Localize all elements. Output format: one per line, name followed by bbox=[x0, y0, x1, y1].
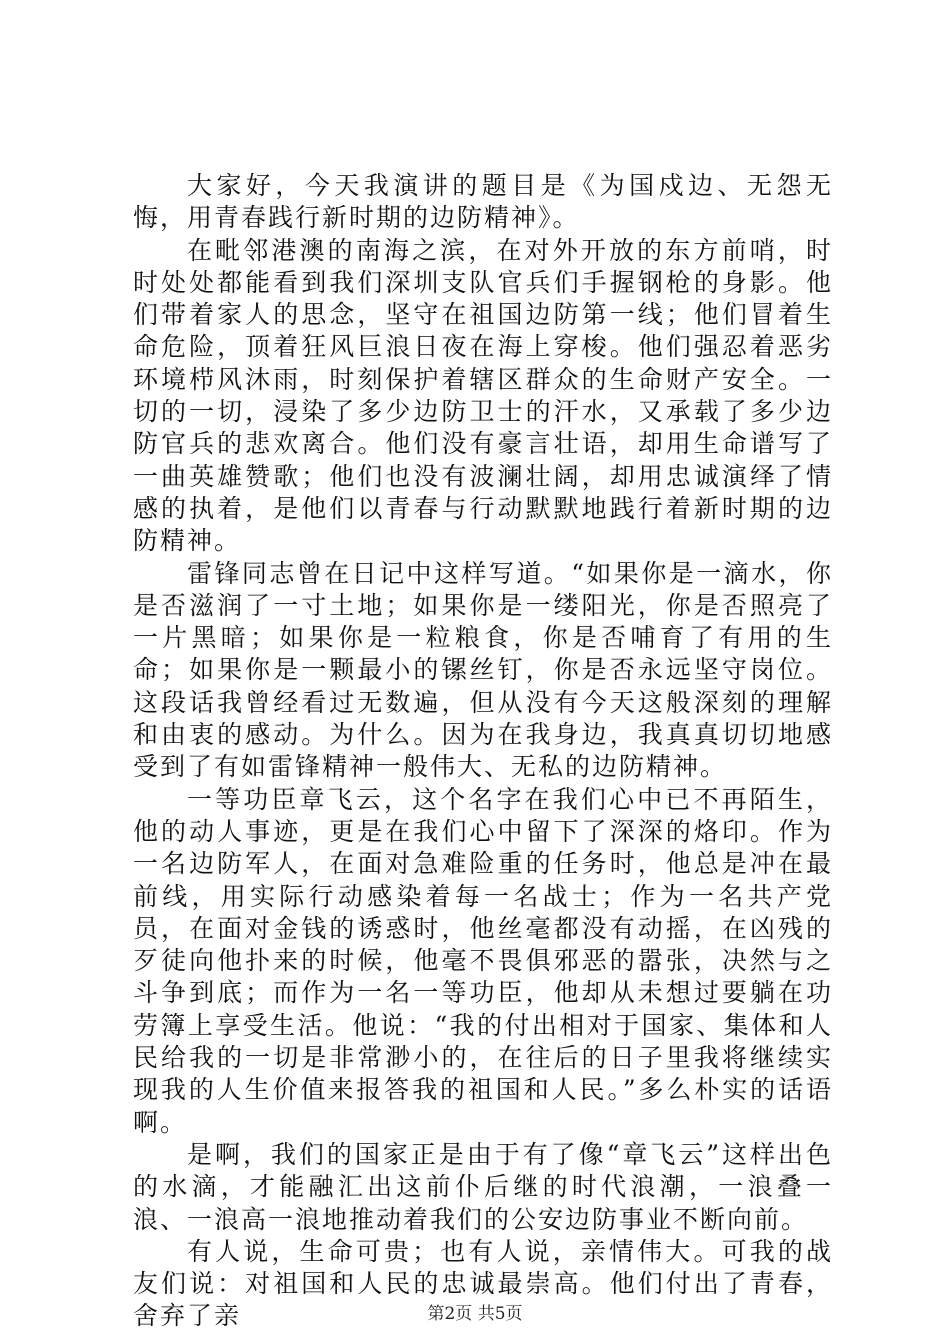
paragraph-wave: 是啊，我们的国家正是由于有了像“章飞云”这样出色的水滴，才能融汇出这前仆后继的时代浪潮，一浪叠一浪、一浪高一浪地推动着我们的公安边防事业不断向前。 bbox=[133, 1139, 833, 1234]
paragraph-greeting: 大家好，今天我演讲的题目是《为国戍边、无怨无悔，用青春践行新时期的边防精神》。 bbox=[133, 171, 833, 233]
paragraph-zhang-feiyun: 一等功臣章飞云，这个名字在我们心中已不再陌生，他的动人事迹，更是在我们心中留下了深深的烙印。作为一名边防军人，在面对急难险重的任务时，他总是冲在最前线，用实际行动感染着每一名战士；作为一名共产党员，在面对金钱的诱惑时，他丝毫都没有动摇，在凶残的歹徒向他扑来的时候，他毫不畏俱邪恶的嚣张，决然与之斗争到底；而作为一名一等功臣，他却从未想过要躺在功劳簿上享受生活。他说：“我的付出相对于国家、集体和人民给我的一切是非常渺小的，在往后的日子里我将继续实现我的人生价值来报答我的祖国和人民。”多么朴实的话语啊。 bbox=[133, 784, 833, 1137]
page-number-footer: 第2页 共5页 bbox=[427, 1304, 523, 1324]
paragraph-border-guards: 在毗邻港澳的南海之滨，在对外开放的东方前哨，时时处处都能看到我们深圳支队官兵们手握钢枪的身影。他们带着家人的思念，坚守在祖国边防第一线；他们冒着生命危险，顶着狂风巨浪日夜在海上穿梭。他们强忍着恶劣环境栉风沐雨，时刻保护着辖区群众的生命财产安全。一切的一切，浸染了多少边防卫士的汗水，又承载了多少边防官兵的悲欢离合。他们没有豪言壮语，却用生命谱写了一曲英雄赞歌；他们也没有波澜壮阔，却用忠诚演绎了情感的执着，是他们以青春与行动默默地践行着新时期的边防精神。 bbox=[133, 235, 833, 556]
paragraph-lei-feng: 雷锋同志曾在日记中这样写道。“如果你是一滴水，你是否滋润了一寸土地；如果你是一缕阳光，你是否照亮了一片黑暗；如果你是一粒粮食，你是否哺育了有用的生命；如果你是一颗最小的镙丝钉，你是否永远坚守岗位。这段话我曾经看过无数遍，但从没有今天这般深刻的理解和由衷的感动。为什么。因为在我身边，我真真切切地感受到了有如雷锋精神一般伟大、无私的边防精神。 bbox=[133, 558, 833, 782]
body-text bbox=[133, 170, 833, 1333]
paragraph-loyalty: 有人说，生命可贵；也有人说，亲情伟大。可我的战友们说：对祖国和人民的忠诚最崇高。他们付出了青春，舍弃了亲 bbox=[133, 1236, 833, 1331]
